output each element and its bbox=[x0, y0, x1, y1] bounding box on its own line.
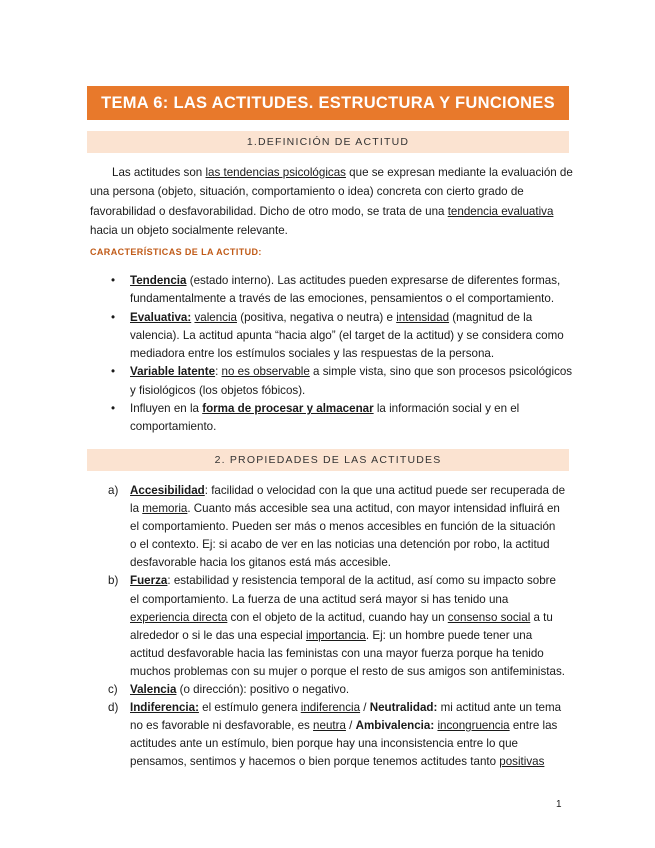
list-item-influyen: • Influyen en la forma de procesar y almacenar la información social y en el comportamiento. bbox=[111, 402, 520, 434]
intro-line-3: favorabilidad o desfavorabilidad. Dicho de otro modo, se trata de una tendencia evaluativa bbox=[90, 204, 554, 218]
list-marker: a) bbox=[108, 484, 119, 497]
bullet-marker: • bbox=[111, 402, 116, 416]
list-item-indiferencia: d) Indiferencia: el estímulo genera indiferencia / Neutralidad: mi actitud ante un tema no es favorable ni desfavorable, es neutra / Ambivalencia: incongruencia entre las actitudes ante un estímulo, bien porque hay una inconsistencia entre lo que pensamos, sentimos y hacemos o bien porque tenemos actitudes tanto positivas bbox=[108, 701, 562, 769]
intro-line-4: hacia un objeto socialmente relevante. bbox=[90, 223, 288, 237]
bullet-marker: • bbox=[111, 310, 116, 324]
intro-paragraph bbox=[90, 163, 573, 240]
list-marker: d) bbox=[108, 701, 119, 715]
list-item-valencia: c) Valencia (o dirección): positivo o negativo. bbox=[0, 681, 655, 699]
caracteristicas-subheading: CARACTERÍSTICAS DE LA ACTITUD: bbox=[90, 247, 262, 257]
intro-line-1: Las actitudes son las tendencias psicológicas que se expresan mediante la evaluación de bbox=[112, 166, 573, 179]
section-heading-definicion: 1.DEFINICIÓN DE ACTITUD bbox=[87, 131, 569, 153]
propiedades-list bbox=[0, 482, 655, 772]
list-marker: b) bbox=[108, 574, 119, 588]
list-item-evaluativa: • Evaluativa: valencia (positiva, negativa o neutra) e intensidad (magnitud de la valencia). La actitud apunta “hacia algo” (el target de la actitud) y se considera como mediadora entre los estímulos sociales y las respuestas de la persona. bbox=[111, 310, 564, 361]
list-item-fuerza: b) Fuerza: estabilidad y resistencia temporal de la actitud, así como su impacto sobre el comportamiento. La fuerza de una actitud será mayor si has tenido una experiencia directa con el objeto de la actitud, cuando hay un consenso social a tu alrededor o si le das una especial importancia. Ej: un hombre puede tener una actitud desfavorable hacia las feministas con una mayor fuerza porque ha tenido muchos problemas con su mujer o porque el resto de sus amigos son antifeministas. bbox=[108, 574, 565, 678]
caracteristicas-list bbox=[0, 272, 655, 437]
page-number: 1 bbox=[556, 799, 562, 810]
list-marker: c) bbox=[108, 683, 118, 697]
bullet-marker: • bbox=[111, 365, 116, 379]
intro-line-2: una persona (objeto, situación, comportamiento o idea) concreta con cierto grado de bbox=[90, 185, 524, 199]
section-heading-propiedades: 2. PROPIEDADES DE LAS ACTITUDES bbox=[87, 449, 569, 471]
list-item-accesibilidad: a) Accesibilidad: facilidad o velocidad con la que una actitud puede ser recuperada de la memoria. Cuanto más accesible sea una actitud, con mayor intensidad influirá en el comportamiento. Pueden ser más o menos accesibles en función de la situación o el contexto. Ej: si acabo de ver en las noticias una detención por robo, la actitud desfavorable hacia los gitanos está más accesible. bbox=[108, 484, 566, 570]
list-item-tendencia: • Tendencia (estado interno). Las actitudes pueden expresarse de diferentes formas, fundamentalmente a través de las emociones, pensamientos o el comportamiento. bbox=[111, 274, 561, 306]
bullet-marker: • bbox=[111, 274, 116, 287]
list-item-variable-latente: • Variable latente: no es observable a simple vista, sino que son procesos psicológicos y fisiológicos (los objetos fóbicos). bbox=[111, 365, 573, 397]
document-title: TEMA 6: LAS ACTITUDES. ESTRUCTURA Y FUNCIONES bbox=[87, 86, 569, 120]
